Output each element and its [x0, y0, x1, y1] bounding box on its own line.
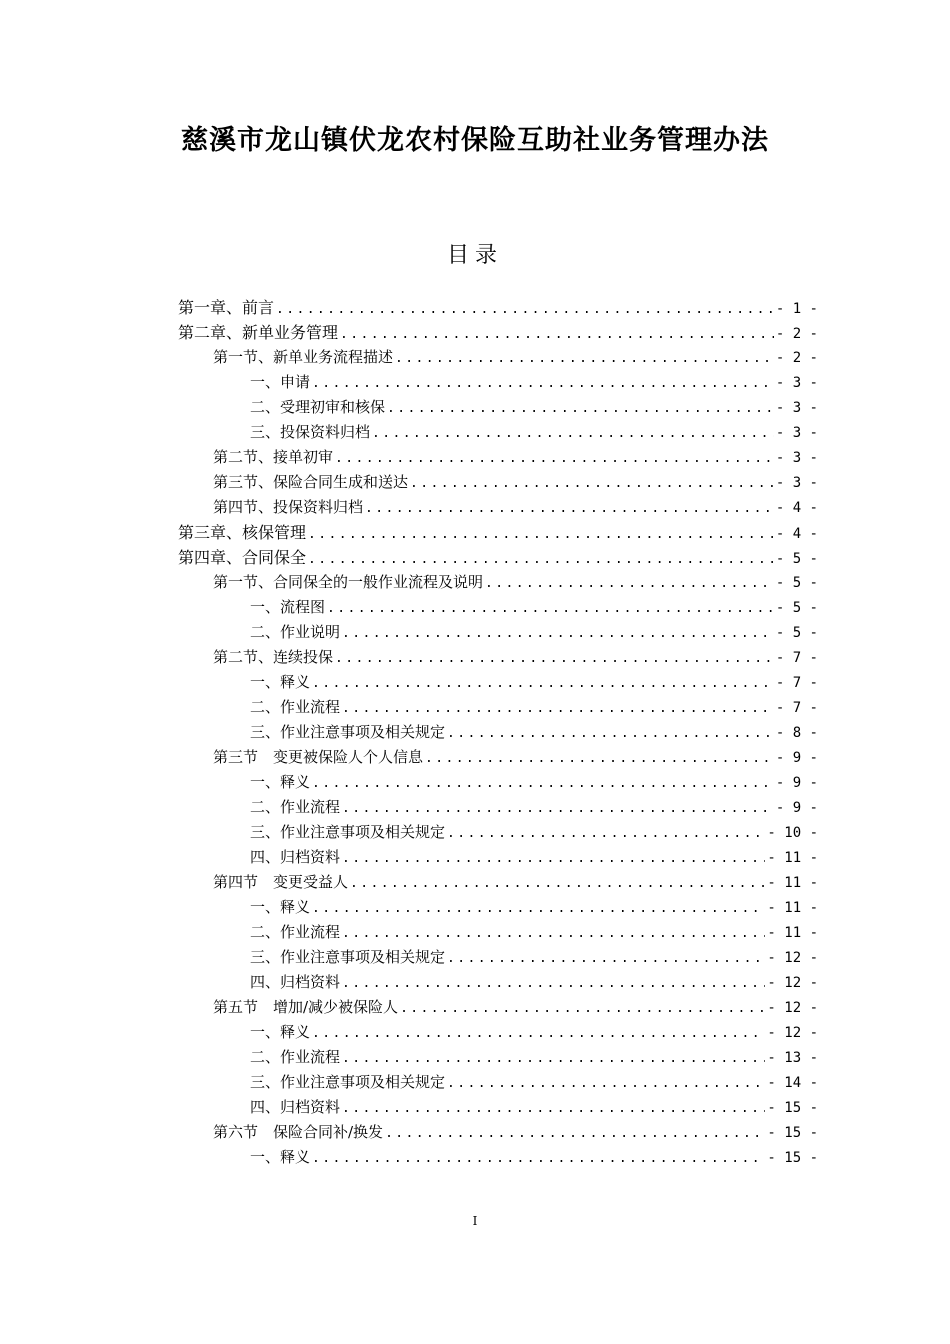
toc-entry-label: 二、作业流程 — [250, 1048, 341, 1066]
toc-entry-label: 一、释义 — [250, 898, 311, 916]
toc-entry[interactable] — [178, 745, 818, 770]
toc-entry[interactable] — [178, 795, 818, 820]
toc-entry-label: 第一节、合同保全的一般作业流程及说明 — [213, 573, 484, 591]
toc-entry-label: 第五节 增加/减少被保险人 — [213, 998, 399, 1016]
toc-entry-page: - 2 - — [775, 326, 818, 342]
table-of-contents — [178, 295, 818, 1170]
toc-entry-label: 第一章、前言 — [178, 298, 275, 317]
toc-entry[interactable] — [178, 595, 818, 620]
toc-leader-dots — [342, 1046, 765, 1071]
toc-leader-dots — [447, 1071, 765, 1096]
toc-entry-page: - 11 - — [767, 850, 818, 866]
toc-entry[interactable] — [178, 720, 818, 745]
toc-entry[interactable] — [178, 970, 818, 995]
toc-leader-dots — [410, 471, 774, 496]
toc-entry-label: 一、流程图 — [250, 598, 326, 616]
toc-entry[interactable] — [178, 570, 818, 595]
toc-leader-dots — [342, 696, 774, 721]
toc-entry-label: 二、作业流程 — [250, 798, 341, 816]
toc-entry-page: - 9 - — [775, 750, 818, 766]
toc-leader-dots — [340, 322, 774, 347]
toc-entry-page: - 13 - — [767, 1050, 818, 1066]
toc-leader-dots — [365, 496, 774, 521]
toc-leader-dots — [447, 946, 765, 971]
toc-entry[interactable] — [178, 920, 818, 945]
toc-entry[interactable] — [178, 770, 818, 795]
toc-entry-page: - 7 - — [775, 650, 818, 666]
toc-entry-page: - 12 - — [767, 950, 818, 966]
toc-entry-label: 一、申请 — [250, 373, 311, 391]
toc-entry-label: 四、归档资料 — [250, 973, 341, 991]
toc-entry-page: - 2 - — [775, 350, 818, 366]
toc-entry-label: 一、释义 — [250, 1148, 311, 1166]
toc-entry-page: - 8 - — [775, 725, 818, 741]
toc-entry-label: 三、作业注意事项及相关规定 — [250, 723, 446, 741]
toc-entry-label: 四、归档资料 — [250, 1098, 341, 1116]
toc-entry[interactable] — [178, 1145, 818, 1170]
toc-entry-page: - 14 - — [767, 1075, 818, 1091]
toc-entry[interactable] — [178, 620, 818, 645]
toc-entry-page: - 5 - — [775, 600, 818, 616]
toc-entry[interactable] — [178, 370, 818, 395]
toc-leader-dots — [342, 921, 765, 946]
toc-leader-dots — [312, 896, 765, 921]
toc-entry[interactable] — [178, 420, 818, 445]
toc-entry-page: - 15 - — [767, 1150, 818, 1166]
toc-entry-label: 二、受理初审和核保 — [250, 398, 386, 416]
toc-leader-dots — [327, 596, 774, 621]
toc-leader-dots — [312, 1146, 765, 1171]
toc-entry[interactable] — [178, 1020, 818, 1045]
toc-leader-dots — [342, 1096, 765, 1121]
toc-entry[interactable] — [178, 470, 818, 495]
toc-entry-page: - 4 - — [775, 500, 818, 516]
toc-leader-dots — [342, 971, 765, 996]
toc-leader-dots — [385, 1121, 765, 1146]
toc-entry-label: 三、作业注意事项及相关规定 — [250, 948, 446, 966]
toc-leader-dots — [342, 846, 765, 871]
toc-entry-label: 三、作业注意事项及相关规定 — [250, 823, 446, 841]
toc-entry-page: - 7 - — [775, 675, 818, 691]
document-title: 慈溪市龙山镇伏龙农村保险互助社业务管理办法 — [181, 125, 769, 156]
toc-entry[interactable] — [178, 1095, 818, 1120]
toc-entry-label: 二、作业说明 — [250, 623, 341, 641]
toc-entry-label: 三、投保资料归档 — [250, 423, 371, 441]
toc-leader-dots — [312, 671, 774, 696]
toc-entry[interactable] — [178, 395, 818, 420]
toc-entry[interactable] — [178, 645, 818, 670]
toc-entry[interactable] — [178, 945, 818, 970]
toc-entry-label: 第四章、合同保全 — [178, 548, 307, 567]
toc-leader-dots — [425, 746, 774, 771]
toc-leader-dots — [335, 446, 774, 471]
toc-entry[interactable] — [178, 345, 818, 370]
toc-leader-dots — [335, 646, 774, 671]
toc-entry-page: - 5 - — [775, 551, 818, 567]
toc-entry[interactable] — [178, 820, 818, 845]
toc-entry[interactable] — [178, 845, 818, 870]
toc-leader-dots — [350, 871, 765, 896]
toc-entry-label: 第三节、保险合同生成和送达 — [213, 473, 409, 491]
toc-entry[interactable] — [178, 320, 818, 345]
toc-entry[interactable] — [178, 1120, 818, 1145]
toc-leader-dots — [387, 396, 774, 421]
toc-leader-dots — [485, 571, 774, 596]
toc-entry-page: - 10 - — [767, 825, 818, 841]
toc-leader-dots — [342, 796, 774, 821]
toc-entry-label: 第一节、新单业务流程描述 — [213, 348, 394, 366]
toc-entry-label: 四、归档资料 — [250, 848, 341, 866]
toc-entry-label: 二、作业流程 — [250, 698, 341, 716]
toc-leader-dots — [447, 721, 774, 746]
toc-entry-page: - 12 - — [767, 1025, 818, 1041]
toc-leader-dots — [308, 522, 774, 547]
toc-entry-label: 第三节 变更被保险人个人信息 — [213, 748, 424, 766]
toc-entry-label: 三、作业注意事项及相关规定 — [250, 1073, 446, 1091]
toc-entry[interactable] — [178, 1070, 818, 1095]
toc-entry-page: - 5 - — [775, 625, 818, 641]
toc-entry[interactable] — [178, 495, 818, 520]
toc-entry[interactable] — [178, 295, 818, 320]
toc-entry[interactable] — [178, 870, 818, 895]
toc-entry-page: - 3 - — [775, 425, 818, 441]
toc-entry[interactable] — [178, 895, 818, 920]
toc-entry-page: - 15 - — [767, 1100, 818, 1116]
toc-entry-page: - 4 - — [775, 526, 818, 542]
toc-entry-page: - 9 - — [775, 800, 818, 816]
toc-entry[interactable] — [178, 545, 818, 570]
toc-entry-page: - 11 - — [767, 900, 818, 916]
toc-heading: 目录 — [446, 243, 503, 268]
toc-leader-dots — [372, 421, 774, 446]
toc-entry-label: 第二节、接单初审 — [213, 448, 334, 466]
toc-entry-label: 二、作业流程 — [250, 923, 341, 941]
toc-entry-label: 一、释义 — [250, 773, 311, 791]
toc-entry-page: - 11 - — [767, 925, 818, 941]
page-number: I — [472, 1214, 478, 1228]
toc-entry[interactable] — [178, 520, 818, 545]
toc-entry-page: - 3 - — [775, 400, 818, 416]
toc-leader-dots — [342, 621, 774, 646]
toc-leader-dots — [395, 346, 774, 371]
toc-entry-page: - 12 - — [767, 975, 818, 991]
toc-entry-label: 一、释义 — [250, 1023, 311, 1041]
toc-entry[interactable] — [178, 670, 818, 695]
toc-entry-page: - 7 - — [775, 700, 818, 716]
toc-entry-page: - 3 - — [775, 475, 818, 491]
toc-entry-page: - 11 - — [767, 875, 818, 891]
toc-leader-dots — [312, 1021, 765, 1046]
toc-entry-page: - 15 - — [767, 1125, 818, 1141]
toc-entry-page: - 3 - — [775, 450, 818, 466]
toc-entry-label: 一、释义 — [250, 673, 311, 691]
toc-entry-label: 第二节、连续投保 — [213, 648, 334, 666]
toc-entry[interactable] — [178, 695, 818, 720]
toc-leader-dots — [276, 297, 774, 322]
toc-leader-dots — [400, 996, 765, 1021]
toc-leader-dots — [312, 771, 774, 796]
toc-entry[interactable] — [178, 1045, 818, 1070]
toc-leader-dots — [312, 371, 774, 396]
toc-entry-label: 第二章、新单业务管理 — [178, 323, 339, 342]
toc-leader-dots — [308, 547, 774, 572]
toc-entry-page: - 9 - — [775, 775, 818, 791]
toc-entry-page: - 3 - — [775, 375, 818, 391]
toc-entry-label: 第四节 变更受益人 — [213, 873, 349, 891]
toc-entry-label: 第六节 保险合同补/换发 — [213, 1123, 384, 1141]
toc-entry-page: - 12 - — [767, 1000, 818, 1016]
toc-entry-page: - 5 - — [775, 575, 818, 591]
toc-entry-label: 第三章、核保管理 — [178, 523, 307, 542]
toc-leader-dots — [447, 821, 765, 846]
toc-entry-page: - 1 - — [775, 301, 818, 317]
toc-entry[interactable] — [178, 995, 818, 1020]
toc-entry[interactable] — [178, 445, 818, 470]
toc-entry-label: 第四节、投保资料归档 — [213, 498, 364, 516]
